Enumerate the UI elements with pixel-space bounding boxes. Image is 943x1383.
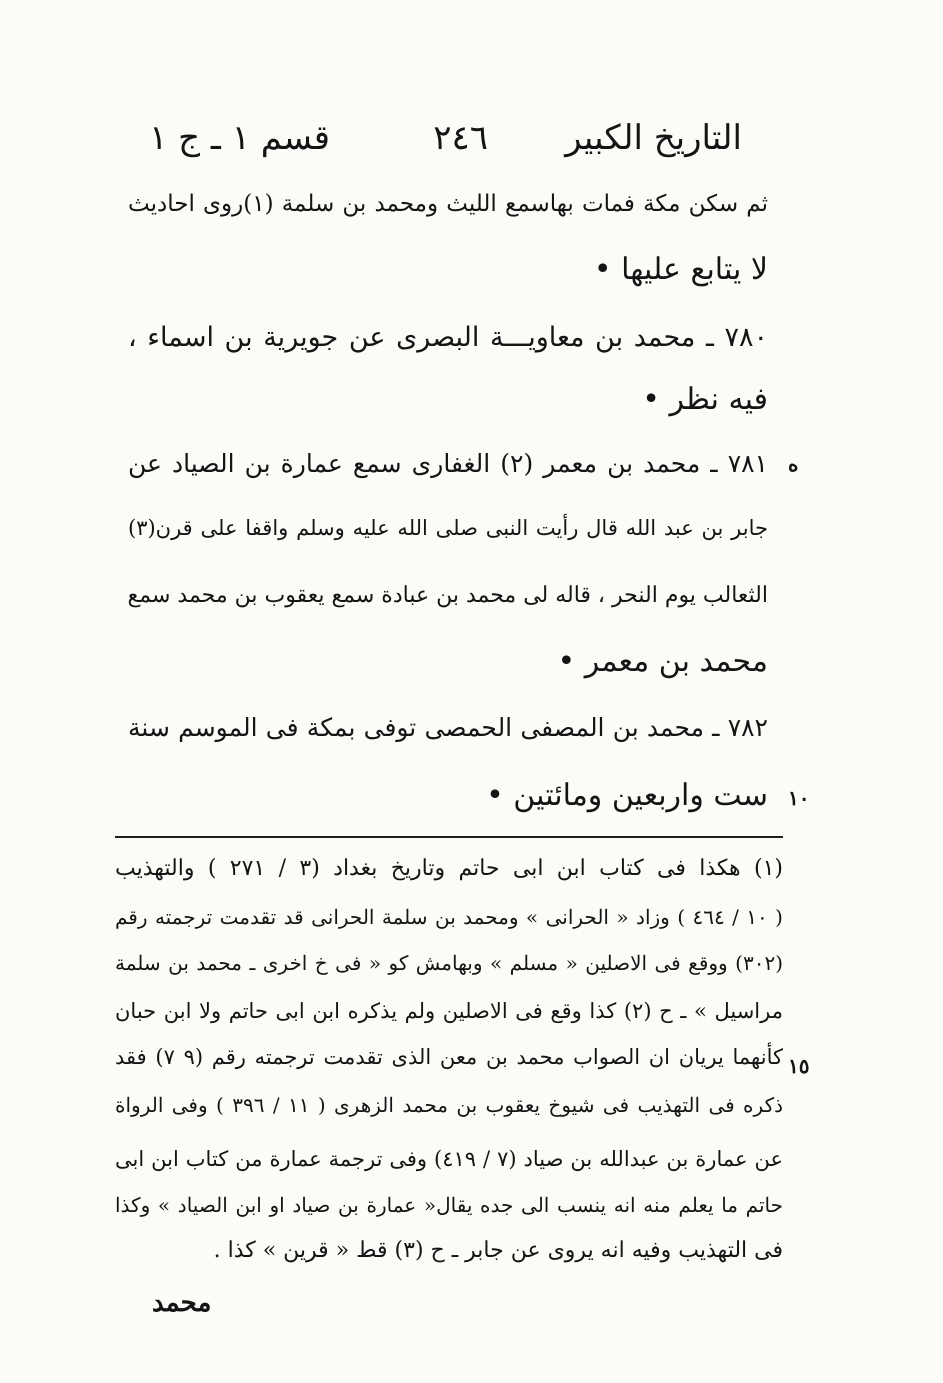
footnote-line: (١) هكذا فى كتاب ابن ابى حاتم وتاريخ بغداد (٣ / ٢٧١ ) والتهذيب	[115, 856, 784, 881]
text-line: ثم سكن مكة فمات بهاسمع الليث ومحمد بن سلمة (١)روى احاديث	[128, 191, 768, 217]
entry-782: ٧٨٢ ـ محمد بن المصفى الحمصى توفى بمكة فى الموسم سنة	[128, 713, 768, 742]
text-line: ست واربعين ومائتين •	[486, 778, 768, 813]
footnote-line: حاتم ما يعلم منه انه ينسب الى جده يقال« عمارة بن صياد او ابن الصياد » وكذا	[115, 1193, 783, 1217]
page-number: ٢٤٦	[433, 118, 488, 158]
catchword: محمد	[152, 1288, 212, 1318]
entry-780: ٧٨٠ ـ محمد بن معاويـــة البصرى عن جويرية بن اسماء ،	[128, 322, 768, 353]
footnote-line: ذكره فى التهذيب فى شيوخ يعقوب بن محمد الزهرى ( ١١ / ٣٩٦ ) وفى الرواة	[115, 1093, 784, 1117]
text-line: الثعالب يوم النحر ، قاله لى محمد بن عبادة سمع يعقوب بن محمد سمع	[127, 583, 768, 608]
footnote-line: فى التهذيب وفيه انه يروى عن جابر ـ ح (٣) قط « قرين » كذا .	[213, 1238, 783, 1263]
footnote-line: عن عمارة بن عبدالله بن صياد (٧ / ٤١٩) وفى ترجمة عمارة من كتاب ابن ابى	[115, 1147, 783, 1171]
entry-781: ٧٨١ ـ محمد بن معمر (٢) الغفارى سمع عمارة بن الصياد عن	[128, 449, 768, 478]
line-number-15: ١٥	[788, 1054, 810, 1078]
line-number-10: ١٠	[788, 786, 810, 810]
footnote-line: (٣٠٢) ووقع فى الاصلين « مسلم » وبهامش كو « فى خ اخرى ـ محمد بن سلمة	[115, 951, 783, 975]
text-line: فيه نظر •	[642, 382, 768, 417]
footnote-line: ( ١٠ / ٤٦٤ ) وزاد « الحرانى » ومحمد بن سلمة الحرانى قد تقدمت ترجمته رقم	[115, 905, 783, 929]
book-title: التاريخ الكبير	[565, 118, 742, 158]
text-line: لا يتابع عليها •	[593, 252, 768, 287]
text-line: جابر بن عبد الله قال رأيت النبى صلى الله عليه وسلم واقفا على قرن(٣)	[128, 516, 768, 540]
page-header	[150, 118, 750, 170]
footnote-line: مراسيل » ـ ح (٢) كذا وقع فى الاصلين ولم يذكره ابن ابى حاتم ولا ابن حبان	[115, 999, 783, 1023]
text-line: محمد بن معمر •	[557, 644, 768, 679]
line-number-5: ه	[788, 452, 799, 476]
footnote-separator	[115, 836, 783, 838]
footnote-line: كأنهما يريان ان الصواب محمد بن معن الذى تقدمت ترجمته رقم (٩ ٧) فقد	[115, 1045, 783, 1069]
part-volume: قسم ١ ـ ج ١	[149, 118, 330, 158]
